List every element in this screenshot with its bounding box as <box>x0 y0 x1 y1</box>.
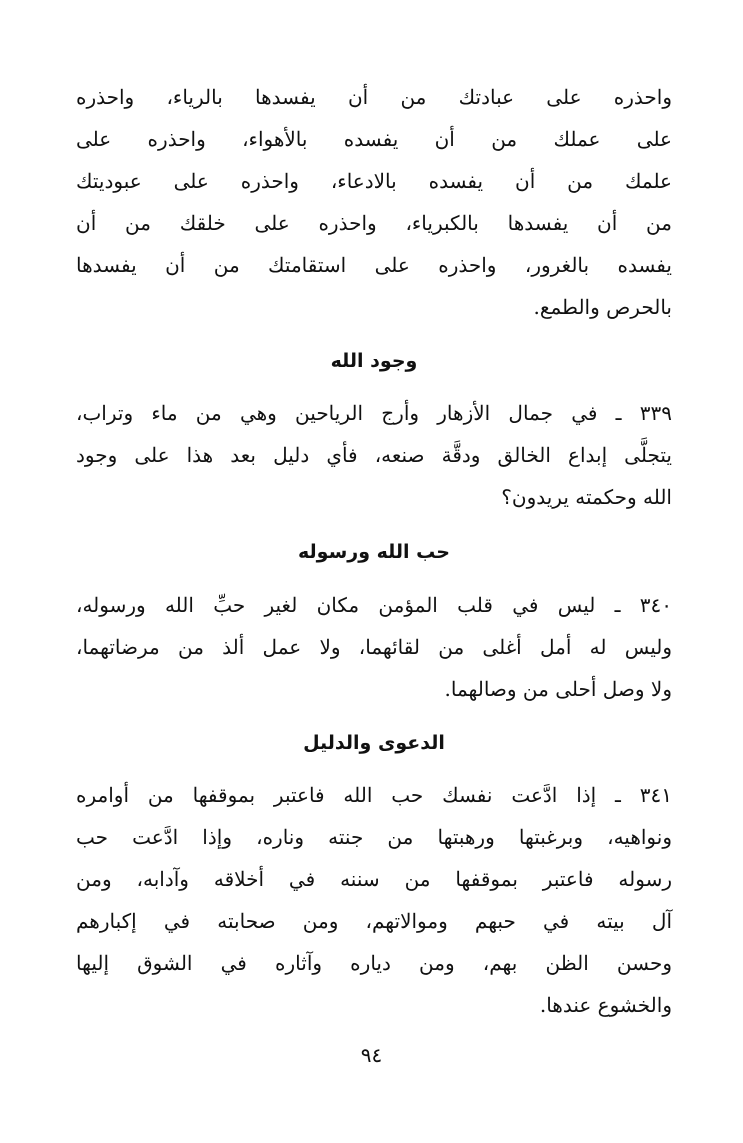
text-line: ولا وصل أحلى من وصالهما. <box>444 677 672 701</box>
page-number: ٩٤ <box>360 1043 383 1067</box>
text-line: علمك من أن يفسده بالادعاء، واحذره على عبوديتك <box>76 169 672 193</box>
section-heading-hubb-allah: حب الله ورسوله <box>298 541 450 563</box>
section-heading-dawa-dalil: الدعوى والدليل <box>303 732 445 754</box>
paragraph-341 <box>76 774 672 1026</box>
section-heading-wujud-allah: وجود الله <box>330 350 418 372</box>
paragraph-intro <box>76 76 672 328</box>
text-line: وليس له أمل أغلى من لقائهما، ولا عمل ألذ من مرضاتهما، <box>76 635 672 659</box>
text-line: آل بيته في حبهم وموالاتهم، ومن صحابته في إكبارهم <box>76 909 672 933</box>
text-line: ٣٣٩ ـ في جمال الأزهار وأرج الرياحين وهي من ماء وتراب، <box>76 401 672 425</box>
paragraph-340 <box>76 584 672 710</box>
text-line: الله وحكمته يريدون؟ <box>501 485 672 509</box>
text-line: يتجلَّى إبداع الخالق ودقَّة صنعه، فأي دليل بعد هذا على وجود <box>76 443 672 467</box>
text-line: يفسده بالغرور، واحذره على استقامتك من أن يفسدها <box>76 253 672 277</box>
text-line: من أن يفسدها بالكبرياء، واحذره على خلقك من أن <box>76 211 672 235</box>
text-line: وحسن الظن بهم، ومن دياره وآثاره في الشوق إليها <box>76 951 672 975</box>
paragraph-339 <box>76 392 672 518</box>
text-line: والخشوع عندها. <box>539 993 672 1017</box>
text-line: رسوله فاعتبر بموقفها من سننه في أخلاقه وآدابه، ومن <box>76 867 672 891</box>
text-line: ٣٤١ ـ إذا ادَّعت نفسك حب الله فاعتبر بموقفها من أوامره <box>76 783 672 807</box>
text-line: واحذره على عبادتك من أن يفسدها بالرياء، واحذره <box>76 85 672 109</box>
text-line: ٣٤٠ ـ ليس في قلب المؤمن مكان لغير حبِّ الله ورسوله، <box>76 593 672 617</box>
text-line: ونواهيه، وبرغبتها ورهبتها من جنته وناره، وإذا ادَّعت حب <box>76 825 672 849</box>
text-line: على عملك من أن يفسده بالأهواء، واحذره على <box>76 127 672 151</box>
text-line: بالحرص والطمع. <box>533 295 672 319</box>
